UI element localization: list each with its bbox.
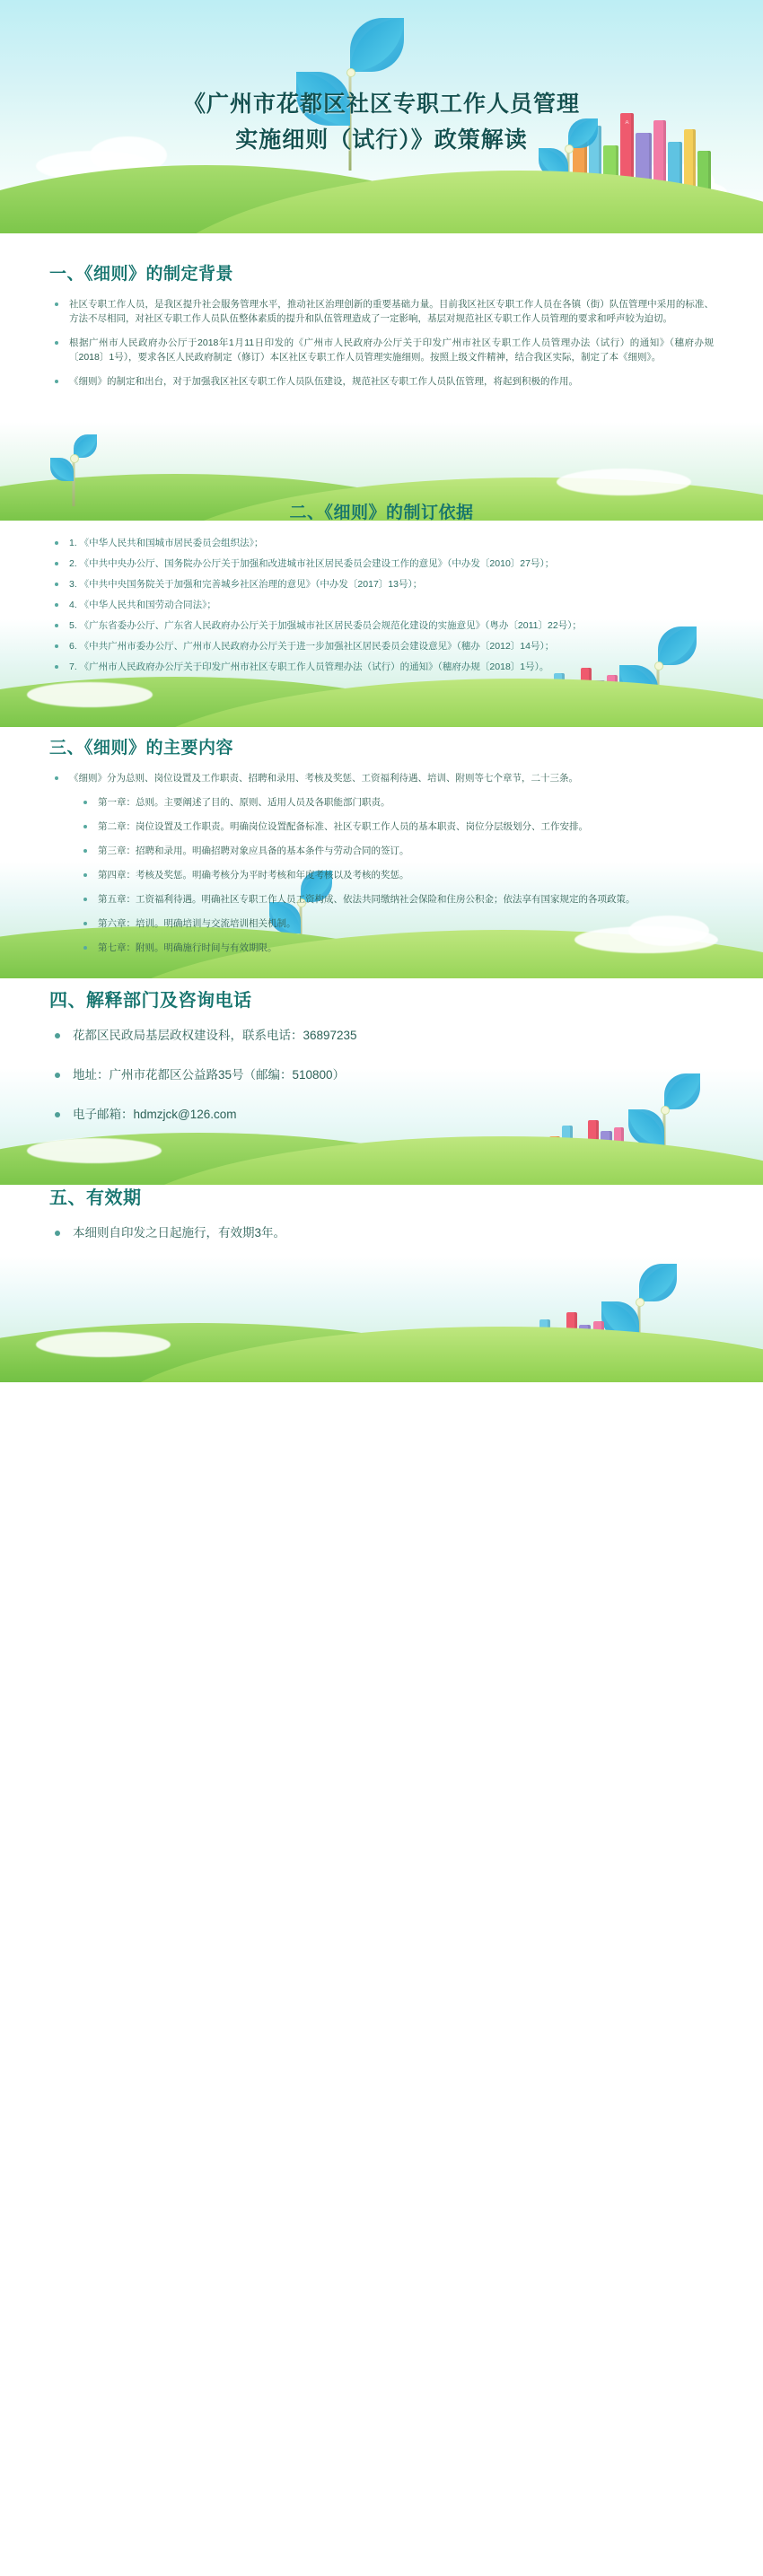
section-heading: 五、有效期 xyxy=(49,1187,142,1208)
list-item: 第五章：工资福利待遇。明确社区专职工作人员工资构成、依法共同缴纳社会保险和住房公积金；依法享有国家规定的各项政策。 xyxy=(49,892,714,907)
section-heading: 三、《细则》的主要内容 xyxy=(49,738,234,758)
section-heading: 四、解释部门及咨询电话 xyxy=(49,989,252,1011)
pinwheel-icon xyxy=(50,434,97,506)
section-list xyxy=(49,297,714,389)
title-line-2: 实施细则（试行）》政策解读 xyxy=(235,127,528,153)
list-item: 第一章：总则。主要阐述了目的、原则、适用人员及各职能部门职责。 xyxy=(49,795,714,810)
list-item: 第七章：附则。明确施行时间与有效期限。 xyxy=(49,941,714,955)
list-item: 本细则自印发之日起施行，有效期3年。 xyxy=(49,1222,714,1245)
list-item: 《细则》的制定和出台，对于加强我区社区专职工作人员队伍建设，规范社区专职工作人员队伍管理，将起到积极的作用。 xyxy=(49,374,714,389)
page-title xyxy=(0,86,763,158)
list-item: 花都区民政局基层政权建设科，联系电话：36897235 xyxy=(49,1024,714,1047)
cloud xyxy=(27,682,153,707)
list-item: 6. 《中共广州市委办公厅、广州市人民政府办公厅关于进一步加强社区居民委员会建设意见》（穗办〔2012〕14号）； xyxy=(49,639,714,653)
footer-banner xyxy=(0,1257,763,1382)
list-item: 5. 《广东省委办公厅、广东省人民政府办公厅关于加强城市社区居民委员会规范化建设的实施意见》（粤办〔2011〕22号）； xyxy=(49,618,714,633)
list-item: 第四章：考核及奖惩。明确考核分为平时考核和年度考核以及考核的奖惩。 xyxy=(49,868,714,882)
list-item: 2. 《中共中央办公厅、国务院办公厅关于加强和改进城市社区居民委员会建设工作的意见》（中办发〔2010〕27号）； xyxy=(49,556,714,571)
section-background xyxy=(49,260,714,399)
section-list xyxy=(49,1024,714,1126)
list-item: 第六章：培训。明确培训与交流培训相关机制。 xyxy=(49,916,714,931)
section-heading: 二、《细则》的制订依据 xyxy=(289,503,474,522)
list-item: 7. 《广州市人民政府办公厅关于印发广州市社区专职工作人员管理办法（试行）的通知》（穗府办规〔2018〕1号）。 xyxy=(49,660,714,674)
section-content xyxy=(49,734,714,965)
section-list xyxy=(49,536,714,674)
list-item: 1. 《中华人民共和国城市居民委员会组织法》； xyxy=(49,536,714,550)
list-item: 根据广州市人民政府办公厅于2018年1月11日印发的《广州市人民政府办公厅关于印发广州市社区专职工作人员管理办法（试行）的通知》（穗府办规〔2018〕1号），要求各区人民政府制定（修订）本区社区专职工作人员管理实施细则。按照上级文件精神，结合我区实际，制定了本《细则》。 xyxy=(49,336,714,364)
list-item: 第二章：岗位设置及工作职责。明确岗位设置配备标准、社区专职工作人员的基本职责、岗位分层级划分、工作安排。 xyxy=(49,819,714,834)
section-basis xyxy=(49,499,714,680)
section-list xyxy=(49,1222,714,1245)
cloud xyxy=(36,1332,171,1357)
list-item: 地址：广州市花都区公益路35号（邮编：510800） xyxy=(49,1064,714,1087)
book-label: A xyxy=(625,120,629,126)
section-validity xyxy=(49,1183,714,1261)
list-item: 第三章：招聘和录用。明确招聘对象应具备的基本条件与劳动合同的签订。 xyxy=(49,844,714,858)
list-item: 3. 《中共中央国务院关于加强和完善城乡社区治理的意见》（中办发〔2017〕13号）； xyxy=(49,577,714,591)
list-item: 4. 《中华人民共和国劳动合同法》； xyxy=(49,598,714,612)
list-item: 电子邮箱：hdmzjck@126.com xyxy=(49,1103,714,1126)
section-contact xyxy=(49,986,714,1143)
title-line-1: 《广州市花都区社区专职工作人员管理 xyxy=(182,91,580,117)
list-item: 《细则》分为总则、岗位设置及工作职责、招聘和录用、考核及奖惩、工资福利待遇、培训、附则等七个章节，二十三条。 xyxy=(49,771,714,785)
list-item: 社区专职工作人员，是我区提升社会服务管理水平，推动社区治理创新的重要基础力量。目前我区社区专职工作人员在各镇（街）队伍管理中采用的标准、方法不尽相同，对社区专职工作人员队伍整体素质的提升和队伍管理造成了一定影响，基层对规范社区专职工作人员管理的要求和呼声较为迫切。 xyxy=(49,297,714,326)
cloud xyxy=(557,469,691,495)
section-heading: 一、《细则》的制定背景 xyxy=(49,264,234,284)
section-list xyxy=(49,771,714,955)
